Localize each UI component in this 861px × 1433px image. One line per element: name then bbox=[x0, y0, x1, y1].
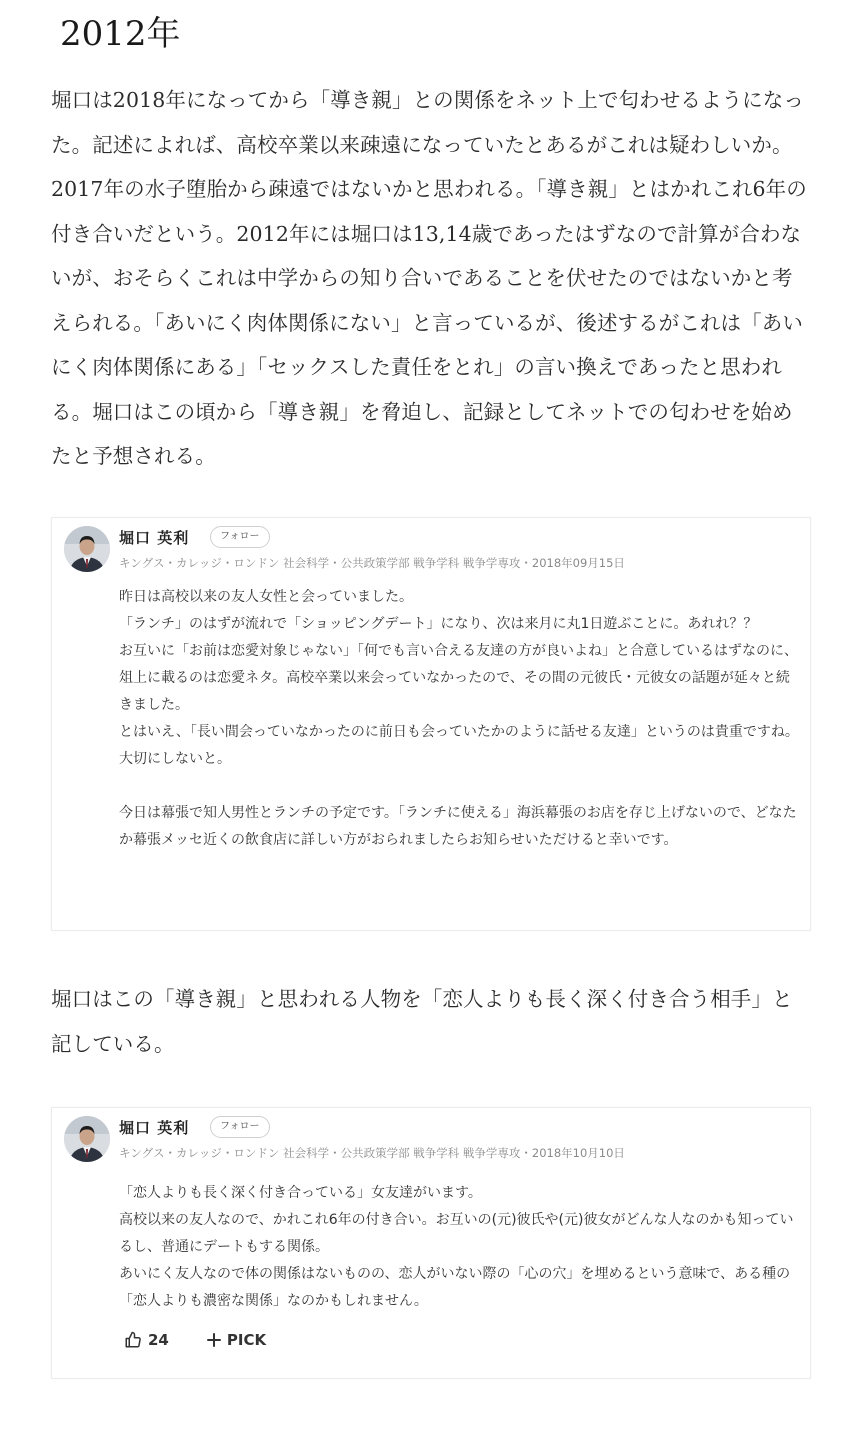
author-name[interactable]: 堀口 英利 bbox=[119, 529, 190, 547]
post-actions bbox=[124, 1331, 266, 1349]
avatar[interactable] bbox=[64, 1116, 110, 1162]
avatar[interactable] bbox=[64, 526, 110, 572]
pick-button[interactable] bbox=[207, 1331, 266, 1349]
post-line: お互いに「お前は恋愛対象じゃない」「何でも言い合える友達の方が良いよね」と合意しているはずなのに、俎上に載るのは恋愛ネタ。高校卒業以来会っていなかったので、その間の元彼氏・元彼女の話題が延々と続きました。 bbox=[119, 643, 798, 713]
author-name[interactable]: 堀口 英利 bbox=[119, 1119, 190, 1137]
body-paragraph: 堀口はこの「導き親」と思われる人物を「恋人よりも長く深く付き合う相手」と記している。 bbox=[51, 987, 793, 1056]
thumbs-up-icon bbox=[124, 1331, 142, 1349]
plus-icon bbox=[207, 1333, 221, 1347]
author-meta: キングス・カレッジ・ロンドン 社会科学・公共政策学部 戦争学科 戦争学専攻・2018年09月15日 bbox=[119, 556, 625, 570]
embedded-post bbox=[51, 517, 811, 931]
paragraph-gap bbox=[119, 773, 799, 800]
post-line: 今日は幕張で知人男性とランチの予定です。「ランチに使える」海浜幕張のお店を存じ上げないので、どなたか幕張メッセ近くの飲食店に詳しい方がおられましたらお知らせいただけると幸いです。 bbox=[119, 805, 797, 848]
body-paragraph: 堀口は2018年になってから「導き親」との関係をネット上で匂わせるようになった。記述によれば、高校卒業以来疎遠になっていたとあるがこれは疑わしいか。2017年の水子堕胎から疎遠ではないかと思われる。「導き親」とはかれこれ6年の付き合いだという。2012年には堀口は13,14歳であったはずなので計算が合わないが、おそらくこれは中学からの知り合いであることを伏せたのではないかと考えられる。「あいにく肉体関係にない」と言っているが、後述するがこれは「あいにく肉体関係にある」「セックスした責任をとれ」の言い換えであったと思われる。堀口はこの頃から「導き親」を脅迫し、記録としてネットでの匂わせを始めたと予想される。 bbox=[51, 88, 807, 468]
like-button[interactable] bbox=[124, 1331, 169, 1349]
follow-button[interactable]: フォロー bbox=[210, 1116, 270, 1138]
section-heading: 2012年 bbox=[60, 14, 181, 54]
author-meta: キングス・カレッジ・ロンドン 社会科学・公共政策学部 戦争学科 戦争学専攻・2018年10月10日 bbox=[119, 1146, 625, 1160]
like-count: 24 bbox=[148, 1331, 169, 1349]
post-body bbox=[119, 584, 799, 854]
pick-label: PICK bbox=[226, 1331, 267, 1349]
post-line: 「恋人よりも長く深く付き合っている」女友達がいます。 bbox=[119, 1185, 482, 1201]
embedded-post bbox=[51, 1107, 811, 1379]
follow-button[interactable]: フォロー bbox=[210, 526, 270, 548]
post-body bbox=[119, 1180, 799, 1315]
post-line: あいにく友人なので体の関係はないものの、恋人がいない際の「心の穴」を埋めるという意味で、ある種の「恋人よりも濃密な関係」なのかもしれません。 bbox=[119, 1266, 791, 1309]
post-line: 昨日は高校以来の友人女性と会っていました。 bbox=[119, 589, 413, 605]
post-line: とはいえ、「長い間会っていなかったのに前日も会っていたかのように話せる友達」というのは貴重ですね。大切にしないと。 bbox=[119, 724, 799, 767]
post-line: 「ランチ」のはずが流れで「ショッピングデート」になり、次は来月に丸1日遊ぶことに。あれれ？？ bbox=[119, 616, 758, 632]
post-line: 高校以来の友人なので、かれこれ6年の付き合い。お互いの(元)彼氏や(元)彼女がどんな人なのかも知っているし、普通にデートもする関係。 bbox=[119, 1212, 794, 1255]
